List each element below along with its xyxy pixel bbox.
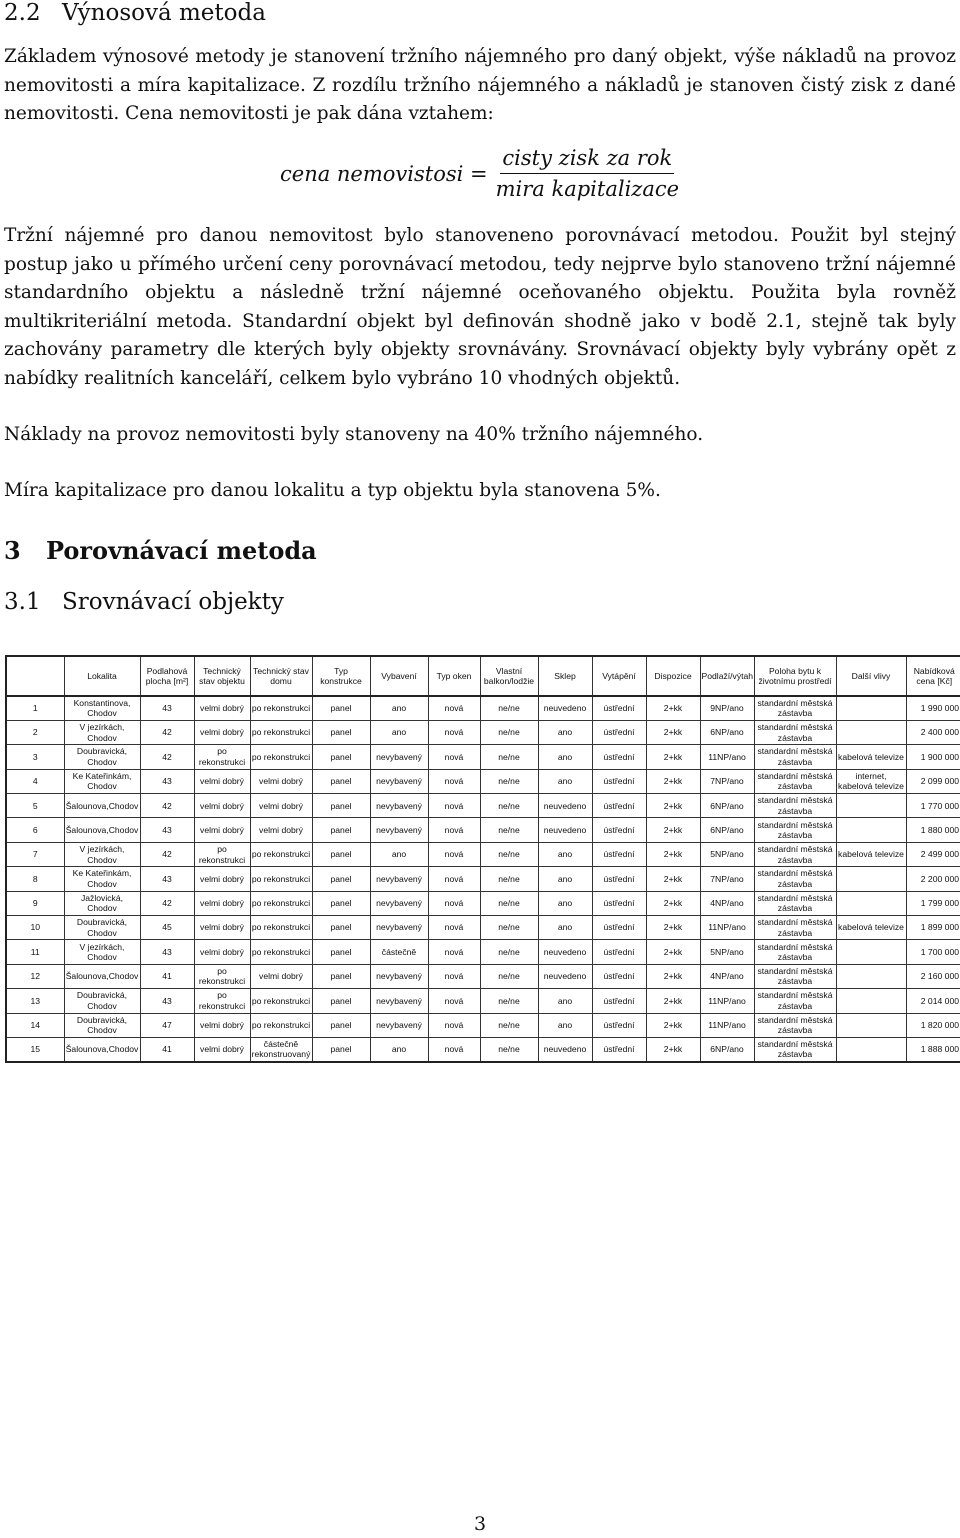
table-cell: 4	[6, 769, 64, 793]
table-cell: Šalounova,Chodov	[64, 794, 140, 818]
table-cell: nevybavený	[370, 916, 428, 940]
table-cell: ústřední	[592, 769, 646, 793]
table-cell: nevybavený	[370, 867, 428, 891]
table-cell: standardní městská zástavba	[754, 745, 836, 769]
table-cell: standardní městská zástavba	[754, 867, 836, 891]
table-cell: 42	[140, 794, 194, 818]
table-row	[6, 916, 960, 940]
table-cell: ne/ne	[480, 867, 538, 891]
table-cell: 2+kk	[646, 940, 700, 964]
table-cell: 6	[6, 818, 64, 842]
table-cell: 42	[140, 745, 194, 769]
table-cell: ano	[370, 696, 428, 720]
table-cell: ano	[538, 842, 592, 866]
table-cell: standardní městská zástavba	[754, 1013, 836, 1037]
table-cell: po rekonstrukci	[194, 964, 250, 988]
table-cell: ne/ne	[480, 745, 538, 769]
table-cell: panel	[312, 891, 370, 915]
table-cell: 43	[140, 696, 194, 720]
table-cell: ano	[538, 916, 592, 940]
table-cell: standardní městská zástavba	[754, 769, 836, 793]
table-cell: Ke Kateřinkám, Chodov	[64, 769, 140, 793]
table-cell: velmi dobrý	[194, 891, 250, 915]
table-cell: standardní městská zástavba	[754, 940, 836, 964]
table-cell: ano	[538, 745, 592, 769]
table-cell: 2+kk	[646, 720, 700, 744]
formula-lhs: cena nemovistosi =	[280, 161, 488, 186]
table-cell: částečně	[370, 940, 428, 964]
column-header: Nabídková cena [Kč]	[906, 656, 960, 696]
table-cell: panel	[312, 867, 370, 891]
table-cell: po rekonstrukci	[194, 989, 250, 1013]
table-cell: V jezírkách, Chodov	[64, 940, 140, 964]
table-cell: ne/ne	[480, 769, 538, 793]
column-header: Vybavení	[370, 656, 428, 696]
table-cell: ústřední	[592, 720, 646, 744]
table-cell: nevybavený	[370, 989, 428, 1013]
table-cell: velmi dobrý	[194, 720, 250, 744]
comparison-objects-table	[5, 655, 960, 1063]
table-cell: panel	[312, 696, 370, 720]
table-cell: 2 400 000	[906, 720, 960, 744]
table-cell: nevybavený	[370, 745, 428, 769]
table-row	[6, 867, 960, 891]
section-heading-3	[4, 536, 317, 565]
table-cell: standardní městská zástavba	[754, 989, 836, 1013]
table-cell: ne/ne	[480, 696, 538, 720]
table-cell: ne/ne	[480, 1037, 538, 1061]
table-cell: nová	[428, 696, 480, 720]
table-row	[6, 745, 960, 769]
table-cell: po rekonstrukci	[194, 745, 250, 769]
table-cell: 4NP/ano	[700, 891, 754, 915]
table-cell: ano	[538, 720, 592, 744]
table-cell: panel	[312, 964, 370, 988]
table-cell: nová	[428, 794, 480, 818]
paragraph-intro: Základem výnosové metody je stanovení tržního nájemného pro daný objekt, výše nákladů na provoz nemovitosti a míra kapitalizace. Z rozdílu tržního nájemného a nákladů je stanoven čistý zisk z dané nemovitosti. Cena nemovitosti je pak dána vztahem:	[4, 46, 956, 125]
table-row	[6, 720, 960, 744]
table-cell: 1 880 000	[906, 818, 960, 842]
table-cell: 8	[6, 867, 64, 891]
table-cell: kabelová televize	[836, 842, 906, 866]
column-header: Technický stav domu	[250, 656, 312, 696]
table-cell: 11	[6, 940, 64, 964]
table-cell: 7NP/ano	[700, 769, 754, 793]
table-cell: nevybavený	[370, 818, 428, 842]
table-cell: ne/ne	[480, 989, 538, 1013]
table-cell: Doubravická, Chodov	[64, 1013, 140, 1037]
table-cell: 5NP/ano	[700, 940, 754, 964]
table-cell: 12	[6, 964, 64, 988]
column-header: Lokalita	[64, 656, 140, 696]
table-cell: 1 820 000	[906, 1013, 960, 1037]
table-cell: ano	[538, 1013, 592, 1037]
table-row	[6, 1013, 960, 1037]
table-cell: 11NP/ano	[700, 745, 754, 769]
table-cell: 41	[140, 1037, 194, 1061]
table-cell: Šalounova,Chodov	[64, 818, 140, 842]
table-cell: kabelová televize	[836, 745, 906, 769]
table-cell: ano	[538, 867, 592, 891]
table-cell: 6NP/ano	[700, 720, 754, 744]
table-cell: Šalounova,Chodov	[64, 1037, 140, 1061]
table-cell: standardní městská zástavba	[754, 1037, 836, 1061]
table-cell: standardní městská zástavba	[754, 696, 836, 720]
table-cell: 43	[140, 769, 194, 793]
table-cell: 5NP/ano	[700, 842, 754, 866]
table-cell: ne/ne	[480, 720, 538, 744]
table-cell: kabelová televize	[836, 916, 906, 940]
table-cell: ne/ne	[480, 940, 538, 964]
table-cell: nová	[428, 964, 480, 988]
table-cell: 2+kk	[646, 989, 700, 1013]
table-cell: ne/ne	[480, 1013, 538, 1037]
table-cell: nová	[428, 916, 480, 940]
table-cell: Jažlovická, Chodov	[64, 891, 140, 915]
table-header-row	[6, 656, 960, 696]
table-cell: 43	[140, 989, 194, 1013]
table-cell: ne/ne	[480, 964, 538, 988]
table-cell: panel	[312, 769, 370, 793]
table-cell	[836, 964, 906, 988]
column-header: Sklep	[538, 656, 592, 696]
section-title: Srovnávací objekty	[62, 589, 284, 615]
table-cell: ne/ne	[480, 916, 538, 940]
table-cell: 9	[6, 891, 64, 915]
column-header: Podlaží/výtah	[700, 656, 754, 696]
table-cell: po rekonstrukci	[250, 1013, 312, 1037]
table-cell	[836, 1037, 906, 1061]
table-cell: ústřední	[592, 916, 646, 940]
table-cell: 1 770 000	[906, 794, 960, 818]
table-cell	[836, 1013, 906, 1037]
table-cell: ústřední	[592, 745, 646, 769]
table-cell: standardní městská zástavba	[754, 842, 836, 866]
table-cell: po rekonstrukci	[194, 842, 250, 866]
table-cell: 41	[140, 964, 194, 988]
table-cell: panel	[312, 989, 370, 1013]
table-cell: 6NP/ano	[700, 1037, 754, 1061]
column-header: Vytápění	[592, 656, 646, 696]
table-row	[6, 769, 960, 793]
table-cell: 2+kk	[646, 1037, 700, 1061]
table-cell: nevybavený	[370, 769, 428, 793]
table-cell: standardní městská zástavba	[754, 891, 836, 915]
section-title: Výnosová metoda	[62, 0, 266, 26]
table-cell: velmi dobrý	[194, 1013, 250, 1037]
table-cell: ano	[370, 842, 428, 866]
table-cell: nová	[428, 867, 480, 891]
table-cell: internet, kabelová televize	[836, 769, 906, 793]
table-cell: ústřední	[592, 842, 646, 866]
table-cell: 14	[6, 1013, 64, 1037]
table-cell: po rekonstrukci	[250, 696, 312, 720]
table-cell: standardní městská zástavba	[754, 794, 836, 818]
table-cell: panel	[312, 1013, 370, 1037]
table-cell	[836, 989, 906, 1013]
table-cell: 7NP/ano	[700, 867, 754, 891]
table-cell	[836, 720, 906, 744]
table-cell: 5	[6, 794, 64, 818]
table-cell: ústřední	[592, 794, 646, 818]
table-cell: 2+kk	[646, 1013, 700, 1037]
table-cell	[836, 891, 906, 915]
table-cell: 2+kk	[646, 769, 700, 793]
section-number: 3.1	[4, 589, 41, 615]
table-row	[6, 964, 960, 988]
table-cell: 1 700 000	[906, 940, 960, 964]
column-header: Dispozice	[646, 656, 700, 696]
table-cell: 11NP/ano	[700, 989, 754, 1013]
column-header: Další vlivy	[836, 656, 906, 696]
table-cell: nová	[428, 745, 480, 769]
table-cell: Ke Kateřinkám, Chodov	[64, 867, 140, 891]
table-cell: 2 099 000	[906, 769, 960, 793]
page-number: 3	[473, 1513, 487, 1535]
table-cell: V jezírkách, Chodov	[64, 842, 140, 866]
table-cell: 1 899 000	[906, 916, 960, 940]
table-cell: ne/ne	[480, 818, 538, 842]
table-cell: ne/ne	[480, 794, 538, 818]
table-cell: 13	[6, 989, 64, 1013]
table-cell: nová	[428, 842, 480, 866]
table-cell: nová	[428, 940, 480, 964]
table-cell: Konstantinova, Chodov	[64, 696, 140, 720]
table-cell: standardní městská zástavba	[754, 720, 836, 744]
table-cell: po rekonstrukci	[250, 989, 312, 1013]
table-cell: nová	[428, 891, 480, 915]
table-cell: 7	[6, 842, 64, 866]
price-formula	[280, 145, 679, 202]
table-cell: 11NP/ano	[700, 916, 754, 940]
table-cell: 6NP/ano	[700, 818, 754, 842]
table-cell	[836, 818, 906, 842]
table-cell: ne/ne	[480, 842, 538, 866]
table-cell: po rekonstrukci	[250, 720, 312, 744]
table-cell: velmi dobrý	[194, 916, 250, 940]
table-cell: 1	[6, 696, 64, 720]
paragraph-market-rent: Tržní nájemné pro danou nemovitost bylo stanoveneno porovnávací metodou. Použit byl stejný postup jako u přímého určení ceny porovnávací metodou, tedy nejprve bylo stanoveno tržní nájemné standardního objektu a následně tržní nájemné oceňovaného objektu. Použita byla rovněž multikriteriální metoda. Standardní objekt byl definován shodně jako v bodě 2.1, stejně tak byly zachovány parametry dle kterých byly objekty srovnávány. Srovnávací objekty byly vybrány opět z nabídky realitních kanceláří, celkem bylo vybráno 10 vhodných objektů.	[4, 225, 956, 389]
table-cell: nová	[428, 1013, 480, 1037]
table-cell: 2	[6, 720, 64, 744]
table-row	[6, 842, 960, 866]
table-cell: po rekonstrukci	[250, 842, 312, 866]
table-cell: ústřední	[592, 940, 646, 964]
table-cell: 2+kk	[646, 794, 700, 818]
table-cell: nevybavený	[370, 1013, 428, 1037]
table-row	[6, 1037, 960, 1061]
table-cell: 2+kk	[646, 842, 700, 866]
table-cell: ústřední	[592, 989, 646, 1013]
table-cell	[836, 940, 906, 964]
table-cell: 2+kk	[646, 696, 700, 720]
table-row	[6, 696, 960, 720]
table-cell: velmi dobrý	[250, 964, 312, 988]
table-cell: 1 990 000	[906, 696, 960, 720]
table-cell: částečně rekonstruovaný	[250, 1037, 312, 1061]
table-cell: ústřední	[592, 818, 646, 842]
table-cell: 2+kk	[646, 916, 700, 940]
table-cell: panel	[312, 1037, 370, 1061]
table-cell: velmi dobrý	[250, 794, 312, 818]
table-cell: ne/ne	[480, 891, 538, 915]
table-cell: 2+kk	[646, 964, 700, 988]
table-cell: po rekonstrukci	[250, 745, 312, 769]
table-cell: velmi dobrý	[194, 794, 250, 818]
table-cell: velmi dobrý	[194, 940, 250, 964]
table-cell: V jezírkách, Chodov	[64, 720, 140, 744]
table-cell: 4NP/ano	[700, 964, 754, 988]
table-cell: 15	[6, 1037, 64, 1061]
table-cell: ano	[538, 989, 592, 1013]
table-cell: nová	[428, 769, 480, 793]
table-cell: ústřední	[592, 964, 646, 988]
table-cell: ústřední	[592, 867, 646, 891]
table-cell: ústřední	[592, 1037, 646, 1061]
table-cell: 1 799 000	[906, 891, 960, 915]
table-row	[6, 989, 960, 1013]
column-header: Vlastní balkon/lodžie	[480, 656, 538, 696]
table-cell: 2 160 000	[906, 964, 960, 988]
table-cell: panel	[312, 916, 370, 940]
table-cell: 9NP/ano	[700, 696, 754, 720]
table-cell: nevybavený	[370, 964, 428, 988]
formula-denominator: mira kapitalizace	[495, 177, 680, 201]
table-cell: 2+kk	[646, 745, 700, 769]
table-cell: panel	[312, 794, 370, 818]
table-cell: nová	[428, 720, 480, 744]
table-cell: 6NP/ano	[700, 794, 754, 818]
table-cell: velmi dobrý	[250, 818, 312, 842]
table-cell: panel	[312, 818, 370, 842]
table-cell: 1 900 000	[906, 745, 960, 769]
table-cell: ústřední	[592, 1013, 646, 1037]
table-cell: 2+kk	[646, 867, 700, 891]
table-cell: neuvedeno	[538, 940, 592, 964]
table-cell: nevybavený	[370, 891, 428, 915]
table-cell: 45	[140, 916, 194, 940]
table-cell: nová	[428, 989, 480, 1013]
table-cell: Šalounova,Chodov	[64, 964, 140, 988]
table-cell: 2+kk	[646, 891, 700, 915]
table-cell	[836, 867, 906, 891]
table-cell: 2 499 000	[906, 842, 960, 866]
table-cell: 3	[6, 745, 64, 769]
table-cell: nová	[428, 818, 480, 842]
table-cell: ústřední	[592, 696, 646, 720]
table-cell: 42	[140, 842, 194, 866]
table-cell: neuvedeno	[538, 794, 592, 818]
table-cell	[836, 696, 906, 720]
table-cell: standardní městská zástavba	[754, 818, 836, 842]
table-cell: neuvedeno	[538, 696, 592, 720]
table-cell: 43	[140, 818, 194, 842]
table-row	[6, 818, 960, 842]
table-cell: Doubravická, Chodov	[64, 745, 140, 769]
table-cell: 43	[140, 867, 194, 891]
table-cell: po rekonstrukci	[250, 940, 312, 964]
table-cell: velmi dobrý	[194, 867, 250, 891]
table-cell: ano	[538, 891, 592, 915]
table-cell: nová	[428, 1037, 480, 1061]
table-cell: ústřední	[592, 891, 646, 915]
table-cell: 43	[140, 940, 194, 964]
column-header	[6, 656, 64, 696]
table-cell: nevybavený	[370, 794, 428, 818]
table-cell: Doubravická, Chodov	[64, 916, 140, 940]
table-cell: 2+kk	[646, 818, 700, 842]
paragraph-capitalization-rate: Míra kapitalizace pro danou lokalitu a typ objektu byla stanovena 5%.	[4, 480, 661, 501]
column-header: Typ oken	[428, 656, 480, 696]
table-cell: 47	[140, 1013, 194, 1037]
table-cell: 2 200 000	[906, 867, 960, 891]
table-cell: po rekonstrukci	[250, 867, 312, 891]
table-cell: 1 888 000	[906, 1037, 960, 1061]
table-cell: velmi dobrý	[194, 818, 250, 842]
table-cell: panel	[312, 842, 370, 866]
table-row	[6, 940, 960, 964]
table-cell: panel	[312, 745, 370, 769]
section-title: Porovnávací metoda	[46, 536, 317, 565]
section-heading-3-1	[4, 589, 284, 615]
table-cell: ano	[370, 720, 428, 744]
table-cell: velmi dobrý	[194, 1037, 250, 1061]
paragraph-operating-costs: Náklady na provoz nemovitosti byly stanoveny na 40% tržního nájemného.	[4, 424, 704, 445]
section-number: 3	[4, 536, 21, 565]
table-cell: 11NP/ano	[700, 1013, 754, 1037]
table-cell: neuvedeno	[538, 818, 592, 842]
table-cell: 42	[140, 891, 194, 915]
table-cell: standardní městská zástavba	[754, 916, 836, 940]
table-cell: 42	[140, 720, 194, 744]
column-header: Technický stav objektu	[194, 656, 250, 696]
table-cell: panel	[312, 720, 370, 744]
table-cell: standardní městská zástavba	[754, 964, 836, 988]
section-number: 2.2	[4, 0, 41, 26]
table-cell: velmi dobrý	[250, 769, 312, 793]
table-cell: ano	[538, 769, 592, 793]
table-row	[6, 891, 960, 915]
formula-fraction	[496, 145, 679, 202]
formula-numerator: cisty zisk za rok	[500, 145, 674, 174]
table-cell: panel	[312, 940, 370, 964]
table-row	[6, 794, 960, 818]
table-cell: po rekonstrukci	[250, 916, 312, 940]
section-heading-2-2	[4, 0, 266, 26]
table-cell: velmi dobrý	[194, 769, 250, 793]
column-header: Typ konstrukce	[312, 656, 370, 696]
table-cell: ano	[370, 1037, 428, 1061]
table-cell: 10	[6, 916, 64, 940]
table-cell: velmi dobrý	[194, 696, 250, 720]
table-cell: neuvedeno	[538, 964, 592, 988]
table-cell: po rekonstrukci	[250, 891, 312, 915]
table-cell: neuvedeno	[538, 1037, 592, 1061]
table-body	[6, 696, 960, 1062]
table-cell: Doubravická, Chodov	[64, 989, 140, 1013]
column-header: Poloha bytu k životnímu prostředí	[754, 656, 836, 696]
column-header: Podlahová plocha [m²]	[140, 656, 194, 696]
table-cell: 2 014 000	[906, 989, 960, 1013]
table-cell	[836, 794, 906, 818]
